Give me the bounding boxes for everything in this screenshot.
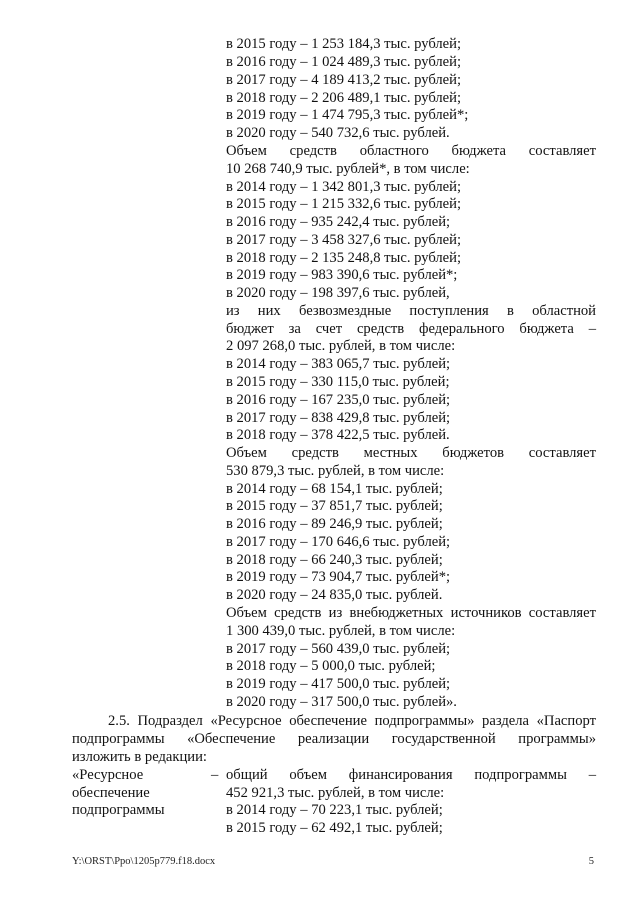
text-line: в 2016 году – 1 024 489,3 тыс. рублей;: [226, 54, 462, 70]
text-line: в 2016 году – 935 242,4 тыс. рублей;: [226, 214, 451, 230]
table-value-line: в 2015 году – 62 492,1 тыс. рублей;: [226, 820, 443, 836]
text-line: в 2014 году – 68 154,1 тыс. рублей;: [226, 481, 443, 497]
table-value-line: в 2014 году – 70 223,1 тыс. рублей;: [226, 802, 443, 818]
text-line: в 2014 году – 1 342 801,3 тыс. рублей;: [226, 179, 462, 195]
text-line: в 2015 году – 1 253 184,3 тыс. рублей;: [226, 36, 462, 52]
text-line: в 2016 году – 89 246,9 тыс. рублей;: [226, 516, 443, 532]
footer-file-path: Y:\ORST\Ppo\1205p779.f18.docx: [72, 856, 216, 867]
text-line: в 2018 году – 5 000,0 тыс. рублей;: [226, 658, 436, 674]
text-line: в 2019 году – 73 904,7 тыс. рублей*;: [226, 569, 451, 585]
text-line: Объем средств областного бюджета составляет: [226, 143, 596, 159]
text-line: в 2020 году – 540 732,6 тыс. рублей.: [226, 125, 450, 141]
text-line: в 2017 году – 560 439,0 тыс. рублей;: [226, 641, 451, 657]
paragraph-line: подпрограммы «Обеспечение реализации государственной программы»: [72, 731, 596, 747]
text-line: в 2018 году – 66 240,3 тыс. рублей;: [226, 552, 443, 568]
text-line: 10 268 740,9 тыс. рублей*, в том числе:: [226, 161, 470, 177]
text-line: 2 097 268,0 тыс. рублей, в том числе:: [226, 338, 456, 354]
text-line: 1 300 439,0 тыс. рублей, в том числе:: [226, 623, 456, 639]
text-line: в 2019 году – 1 474 795,3 тыс. рублей*;: [226, 107, 469, 123]
paragraph-line: 2.5. Подраздел «Ресурсное обеспечение подпрограммы» раздела «Паспорт: [108, 713, 596, 729]
table-label-line: обеспечение: [72, 785, 150, 801]
text-line: в 2019 году – 417 500,0 тыс. рублей;: [226, 676, 451, 692]
text-line: в 2017 году – 170 646,6 тыс. рублей;: [226, 534, 451, 550]
table-label-line: «Ресурсное: [72, 767, 144, 783]
text-line: в 2017 году – 838 429,8 тыс. рублей;: [226, 410, 451, 426]
text-line: в 2015 году – 1 215 332,6 тыс. рублей;: [226, 196, 462, 212]
text-line: в 2016 году – 167 235,0 тыс. рублей;: [226, 392, 451, 408]
table-dash: –: [211, 767, 219, 783]
text-line: в 2019 году – 983 390,6 тыс. рублей*;: [226, 267, 458, 283]
text-line: в 2014 году – 383 065,7 тыс. рублей;: [226, 356, 451, 372]
text-line: Объем средств из внебюджетных источников составляет: [226, 605, 596, 621]
text-line: в 2018 году – 2 206 489,1 тыс. рублей;: [226, 90, 462, 106]
text-line: Объем средств местных бюджетов составляет: [226, 445, 596, 461]
text-line: в 2020 году – 24 835,0 тыс. рублей.: [226, 587, 443, 603]
page-number: 5: [588, 856, 594, 867]
text-line: в 2018 году – 2 135 248,8 тыс. рублей;: [226, 250, 462, 266]
text-line: в 2017 году – 4 189 413,2 тыс. рублей;: [226, 72, 462, 88]
paragraph-line: изложить в редакции:: [72, 749, 207, 765]
table-value-line: общий объем финансирования подпрограммы –: [226, 767, 596, 783]
text-line: в 2017 году – 3 458 327,6 тыс. рублей;: [226, 232, 462, 248]
text-line: из них безвозмездные поступления в областной: [226, 303, 596, 319]
text-line: 530 879,3 тыс. рублей, в том числе:: [226, 463, 445, 479]
text-line: в 2020 году – 198 397,6 тыс. рублей,: [226, 285, 450, 301]
text-line: в 2015 году – 330 115,0 тыс. рублей;: [226, 374, 450, 390]
text-line: бюджет за счет средств федерального бюджета –: [226, 321, 596, 337]
text-line: в 2018 году – 378 422,5 тыс. рублей.: [226, 427, 450, 443]
table-value-line: 452 921,3 тыс. рублей, в том числе:: [226, 785, 445, 801]
text-line: в 2015 году – 37 851,7 тыс. рублей;: [226, 498, 443, 514]
table-label-line: подпрограммы: [72, 802, 165, 818]
text-line: в 2020 году – 317 500,0 тыс. рублей».: [226, 694, 457, 710]
